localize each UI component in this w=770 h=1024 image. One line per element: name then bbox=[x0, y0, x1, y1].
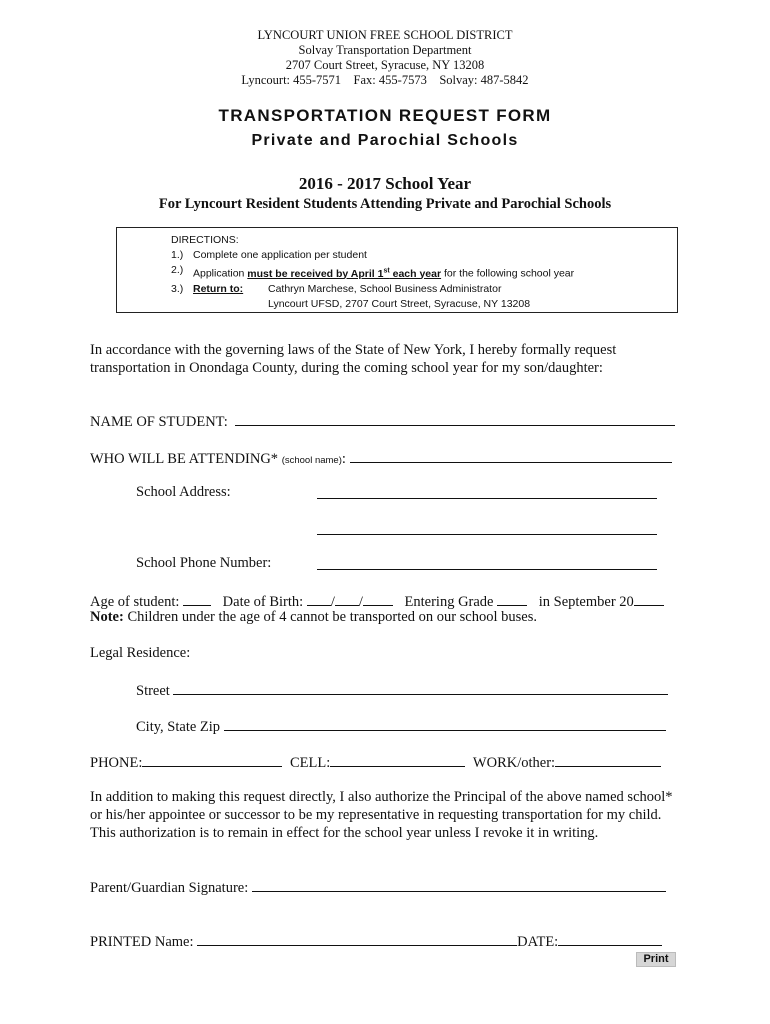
direction-item-3-address bbox=[171, 297, 677, 312]
age-note bbox=[90, 609, 537, 626]
directions-heading: DIRECTIONS: bbox=[171, 234, 239, 246]
return-to-address: Lyncourt UFSD, 2707 Court Street, Syracuse, NY 13208 bbox=[268, 297, 531, 310]
age-field[interactable] bbox=[183, 591, 211, 606]
student-name-label: NAME OF STUDENT: bbox=[90, 414, 228, 430]
directions-box bbox=[116, 227, 678, 313]
direction-text-pre: Application bbox=[193, 267, 248, 280]
grade-field[interactable] bbox=[497, 591, 527, 606]
direction-item-2 bbox=[171, 263, 677, 282]
signature-row bbox=[90, 877, 666, 897]
september-label: in September 20 bbox=[538, 594, 634, 610]
direction-item-3 bbox=[171, 282, 677, 297]
district-address: 2707 Court Street, Syracuse, NY 13208 bbox=[285, 58, 485, 72]
work-field[interactable] bbox=[555, 752, 661, 767]
age-dob-row bbox=[90, 591, 664, 611]
intro-paragraph: In accordance with the governing laws of the State of New York, I hereby formally request transportation in Onondaga County, during the coming school year for my son/daughter: bbox=[90, 342, 617, 376]
printed-name-field[interactable] bbox=[197, 931, 517, 946]
return-to-name: Cathryn Marchese, School Business Administrator bbox=[268, 282, 502, 295]
direction-item-1 bbox=[171, 248, 677, 263]
school-year: 2016 - 2017 School Year bbox=[298, 174, 472, 193]
school-address-label: School Address: bbox=[136, 484, 231, 500]
form-title: TRANSPORTATION REQUEST FORM bbox=[218, 106, 552, 125]
street-row bbox=[136, 680, 668, 700]
cell-field[interactable] bbox=[330, 752, 465, 767]
city-label: City, State Zip bbox=[136, 719, 221, 735]
school-address-field-1[interactable] bbox=[317, 484, 657, 499]
dob-separator: / bbox=[358, 594, 363, 610]
return-to-label: Return to: bbox=[193, 282, 244, 295]
direction-number: 3.) bbox=[171, 282, 184, 295]
city-row bbox=[136, 716, 666, 736]
age-label: Age of student: bbox=[90, 594, 180, 610]
deadline-text: must be received by April 1 bbox=[247, 267, 384, 280]
school-name-hint: (school name) bbox=[281, 455, 342, 466]
district-header bbox=[0, 28, 770, 88]
school-attending-label: WHO WILL BE ATTENDING* bbox=[90, 451, 279, 467]
phone-label: PHONE: bbox=[90, 755, 143, 771]
student-name-field[interactable] bbox=[235, 411, 675, 426]
city-field[interactable] bbox=[224, 716, 666, 731]
print-button[interactable]: Print bbox=[636, 952, 676, 967]
date-label: DATE: bbox=[517, 934, 559, 950]
direction-number: 1.) bbox=[171, 249, 184, 261]
form-subtitle: Private and Parochial Schools bbox=[251, 132, 519, 149]
signature-field[interactable] bbox=[252, 877, 666, 892]
district-phones: Lyncourt: 455-7571 Fax: 455-7573 Solvay: 487-5842 bbox=[241, 73, 529, 87]
legal-residence-label: Legal Residence: bbox=[90, 645, 191, 661]
resident-subtitle: For Lyncourt Resident Students Attending Private and Parochial Schools bbox=[158, 196, 612, 212]
authorization-paragraph: In addition to making this request directly, I also authorize the Principal of the above named school* or his/her appointee or successor to be my representative in requesting transportation for my child. This authorization is to remain in effect for the school year unless I revoke it in writing. bbox=[90, 789, 673, 841]
signature-label: Parent/Guardian Signature: bbox=[90, 880, 249, 896]
school-phone-field[interactable] bbox=[317, 555, 657, 570]
september-year-field[interactable] bbox=[634, 591, 664, 606]
deadline-sup: st bbox=[383, 267, 390, 274]
cell-label: CELL: bbox=[290, 755, 331, 771]
dob-separator: / bbox=[330, 594, 335, 610]
direction-number: 2.) bbox=[171, 264, 184, 276]
school-address-field-2[interactable] bbox=[317, 520, 657, 535]
school-name-field[interactable] bbox=[350, 448, 672, 463]
district-name: LYNCOURT UNION FREE SCHOOL DISTRICT bbox=[257, 28, 513, 42]
street-field[interactable] bbox=[173, 680, 668, 695]
deadline-text-2: each year bbox=[389, 267, 442, 280]
school-phone-label: School Phone Number: bbox=[136, 555, 272, 571]
date-field[interactable] bbox=[558, 931, 662, 946]
printed-name-label: PRINTED Name: bbox=[90, 934, 194, 950]
street-label: Street bbox=[136, 683, 170, 699]
direction-text: Complete one application per student bbox=[193, 249, 367, 261]
direction-text bbox=[193, 263, 574, 282]
work-label: WORK/other: bbox=[472, 755, 556, 771]
printed-name-row bbox=[90, 931, 662, 951]
student-name-row bbox=[90, 411, 675, 431]
note-label: Note: bbox=[90, 609, 124, 625]
dob-month-field[interactable] bbox=[307, 591, 331, 606]
dob-label: Date of Birth: bbox=[222, 594, 304, 610]
note-text: Children under the age of 4 cannot be transported on our school buses. bbox=[123, 609, 537, 625]
direction-text-post: for the following school year bbox=[441, 267, 575, 280]
dob-day-field[interactable] bbox=[335, 591, 359, 606]
phone-row bbox=[90, 752, 661, 772]
department-name: Solvay Transportation Department bbox=[298, 43, 472, 57]
school-attending-row: WHO WILL BE ATTENDING* (school name): bbox=[90, 448, 672, 468]
dob-year-field[interactable] bbox=[363, 591, 393, 606]
grade-label: Entering Grade bbox=[404, 594, 494, 610]
phone-field[interactable] bbox=[142, 752, 282, 767]
